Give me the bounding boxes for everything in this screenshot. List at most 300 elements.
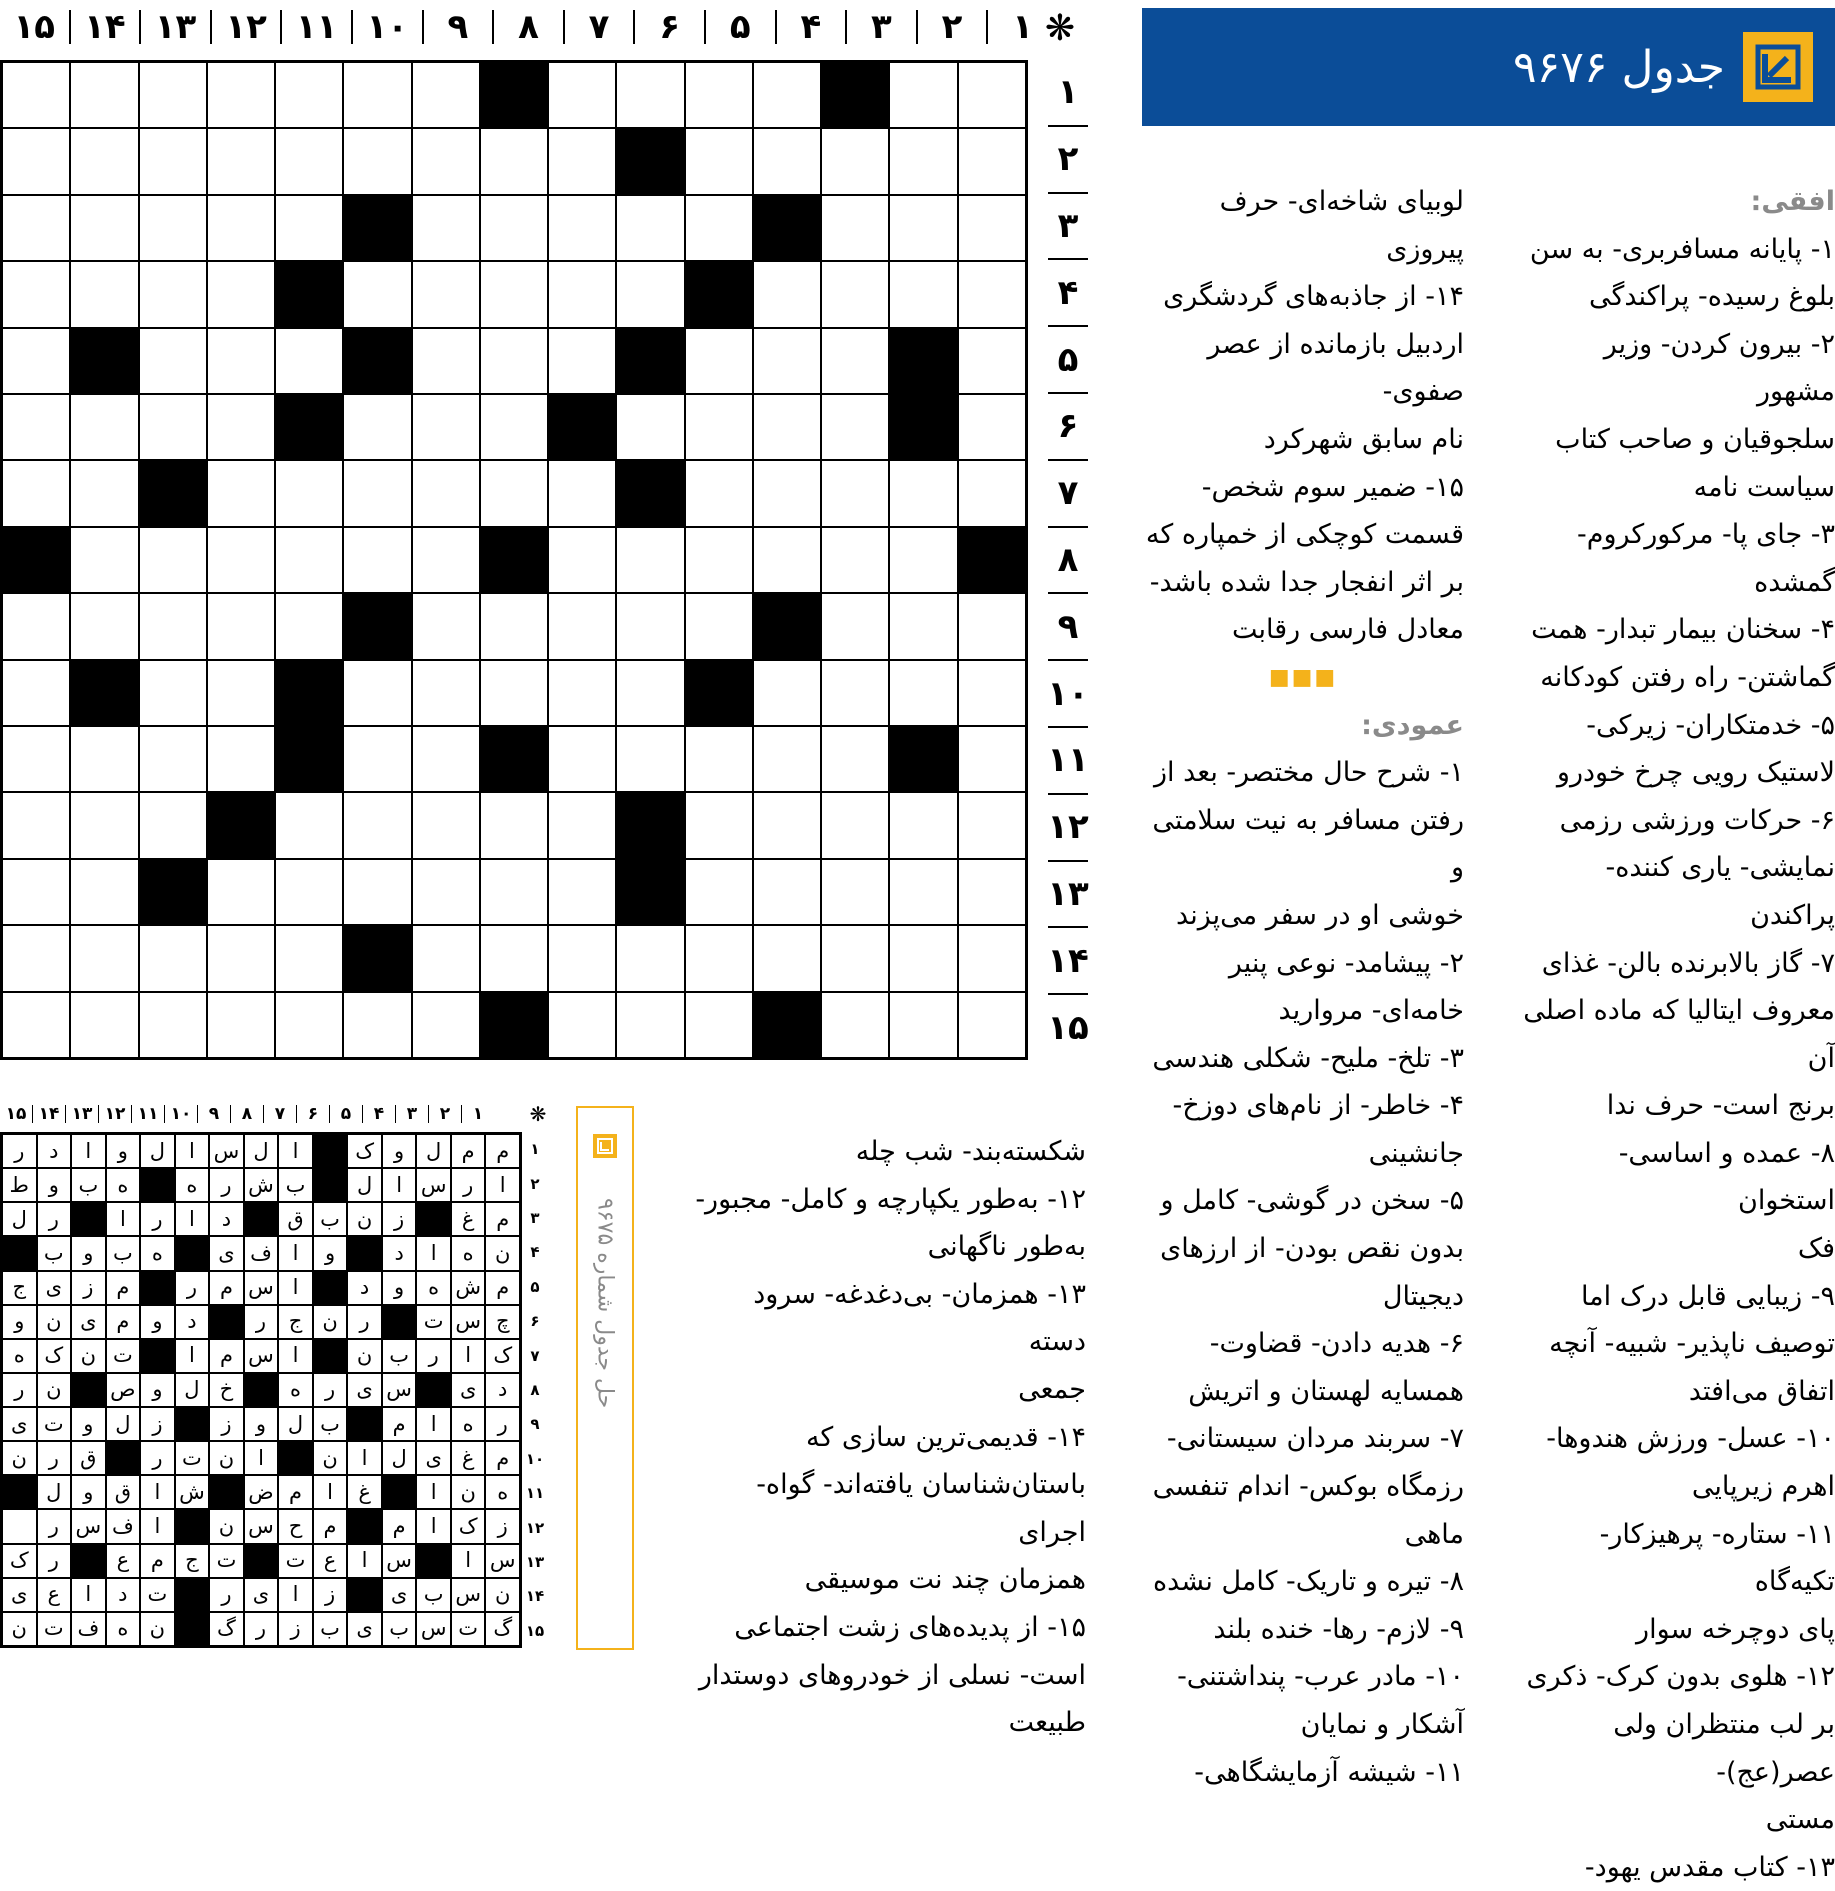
grid-cell <box>958 261 1026 327</box>
solution-cell: ر <box>37 1441 72 1475</box>
row-number: ۶ <box>1048 394 1088 461</box>
solution-cell: ز <box>485 1509 520 1543</box>
grid-cell <box>275 859 343 925</box>
clue-line: بدون نقص بودن- از ارزهای <box>1160 1233 1464 1265</box>
grid-cell <box>548 460 616 526</box>
solution-row-number: ۹ <box>530 1415 540 1434</box>
grid-cell <box>548 128 616 194</box>
grid-cell <box>958 62 1026 128</box>
grid-cell <box>753 128 821 194</box>
solution-cell: ل <box>416 1134 451 1168</box>
solution-cell: ط <box>2 1168 37 1202</box>
solution-cell: ش <box>244 1168 279 1202</box>
grid-cell <box>616 62 684 128</box>
grid-cell <box>412 62 480 128</box>
solution-cell: غ <box>451 1202 486 1236</box>
solution-cell: ع <box>313 1544 348 1578</box>
solution-cell: ع <box>37 1578 72 1612</box>
solution-column-number: ۷ <box>263 1105 296 1123</box>
grid-cell <box>412 527 480 593</box>
grid-cell <box>821 527 889 593</box>
solution-cell: ب <box>382 1339 417 1373</box>
grid-cell <box>207 261 275 327</box>
solution-row-number: ۱۲ <box>525 1518 545 1537</box>
solution-cell: ی <box>347 1612 382 1646</box>
solution-black-cell <box>347 1236 382 1270</box>
column-number: ۵ <box>704 10 775 44</box>
solution-black-cell <box>382 1305 417 1339</box>
column-number: ۳ <box>845 10 916 44</box>
solution-cell: ن <box>37 1305 72 1339</box>
clue-line: نمایشی- یاری کننده- <box>1605 852 1835 884</box>
grid-cell <box>821 792 889 858</box>
across-clue-lines <box>1520 226 1835 1891</box>
solution-cell: ا <box>140 1509 175 1543</box>
solution-cell: د <box>347 1271 382 1305</box>
clue-line: به‌طور ناگهانی <box>927 1231 1086 1263</box>
solution-cell: ه <box>106 1612 141 1646</box>
clue-line: ۱۴- قدیمی‌ترین سازی که <box>805 1421 1086 1453</box>
column-number: ۱۰ <box>351 10 422 44</box>
crossword-grid <box>0 60 1028 1060</box>
row-number: ۱ <box>1048 60 1088 127</box>
solution-cell: ی <box>451 1373 486 1407</box>
grid-cell <box>480 859 548 925</box>
solution-cell: م <box>106 1305 141 1339</box>
solution-cell: ب <box>106 1236 141 1270</box>
solution-cell: ن <box>485 1236 520 1270</box>
solution-cell: ت <box>209 1544 244 1578</box>
clue-line: ۲- بیرون کردن- وزیر مشهور <box>1603 328 1835 408</box>
grid-cell <box>958 992 1026 1058</box>
solution-cell: ل <box>347 1168 382 1202</box>
solution-column-number: ۶ <box>296 1105 329 1123</box>
solution-cell: ک <box>37 1339 72 1373</box>
solution-cell: ل <box>37 1475 72 1509</box>
clue-line: آشکار و نمایان <box>1300 1709 1464 1740</box>
solution-cell: و <box>37 1168 72 1202</box>
grid-cell <box>139 992 207 1058</box>
solution-black-cell <box>244 1373 279 1407</box>
solution-cell: ا <box>416 1236 451 1270</box>
solution-cell: ت <box>37 1407 72 1441</box>
clue-line: همزمان چند نت موسیقی <box>804 1564 1086 1596</box>
grid-cell <box>548 859 616 925</box>
solution-cell: ز <box>209 1407 244 1441</box>
black-cell <box>685 660 753 726</box>
solution-cell: و <box>382 1271 417 1305</box>
grid-cell <box>480 925 548 991</box>
black-cell <box>616 128 684 194</box>
solution-row-number: ۱۱ <box>525 1484 545 1503</box>
solution-cell: ه <box>278 1373 313 1407</box>
grid-cell <box>412 726 480 792</box>
grid-cell <box>753 62 821 128</box>
clue-line: ۱۱- ستاره- پرهیزکار- تکیه‌گاه <box>1599 1518 1835 1598</box>
clue-line: جمعی <box>1018 1373 1086 1405</box>
solution-cell: م <box>485 1202 520 1236</box>
solution-cell: ک <box>485 1339 520 1373</box>
solution-cell: ر <box>347 1305 382 1339</box>
row-number: ۷ <box>1048 461 1088 528</box>
black-cell <box>616 792 684 858</box>
grid-cell <box>753 660 821 726</box>
page-title: جدول ۹۶۷۶ <box>1512 41 1725 93</box>
solution-cell: ی <box>2 1578 37 1612</box>
grid-cell <box>139 925 207 991</box>
solution-cell: ر <box>37 1509 72 1543</box>
solution-cell: غ <box>451 1441 486 1475</box>
clue-line: ۶- حرکات ورزشی رزمی <box>1559 804 1835 836</box>
grid-cell <box>207 128 275 194</box>
solution-cell: چ <box>485 1305 520 1339</box>
grid-cell <box>207 925 275 991</box>
row-numbers <box>1046 60 1090 1060</box>
grid-cell <box>548 261 616 327</box>
grid-cell <box>889 660 957 726</box>
black-cell <box>616 859 684 925</box>
solution-cell: ل <box>278 1407 313 1441</box>
grid-cell <box>616 593 684 659</box>
grid-cell <box>616 660 684 726</box>
solution-label-box <box>576 1106 634 1650</box>
solution-column-number: ۱۰ <box>164 1105 197 1123</box>
solution-cell: و <box>140 1305 175 1339</box>
solution-cell: س <box>244 1339 279 1373</box>
separator: ■■■ <box>1268 664 1338 690</box>
solution-cell: ت <box>278 1544 313 1578</box>
solution-cell: ف <box>244 1236 279 1270</box>
solution-row-number: ۲ <box>530 1174 540 1193</box>
solution-cell: ا <box>71 1134 106 1168</box>
solution-cell: ا <box>175 1202 210 1236</box>
solution-cell: ه <box>175 1168 210 1202</box>
clue-line: شکسته‌بند- شب چله <box>855 1136 1086 1167</box>
grid-cell <box>207 527 275 593</box>
row-number: ۴ <box>1048 260 1088 327</box>
clue-line: بر اثر انفجار جدا شده باشد- <box>1149 566 1464 598</box>
black-cell <box>139 859 207 925</box>
solution-cell: س <box>244 1271 279 1305</box>
clue-line: همسایه لهستان و اتریش <box>1188 1375 1464 1407</box>
solution-row-number: ۴ <box>530 1243 540 1262</box>
solution-cell: س <box>451 1578 486 1612</box>
clue-line: ۳- جای پا- مرکورکروم- <box>1577 519 1835 551</box>
solution-cell: ر <box>209 1168 244 1202</box>
grid-cell <box>480 195 548 261</box>
solution-column-number: ۱۵ <box>5 1104 27 1124</box>
clue-line: جانشینی <box>1368 1137 1464 1169</box>
solution-cell: ک <box>451 1509 486 1543</box>
solution-cell: ب <box>278 1168 313 1202</box>
solution-cell: ج <box>278 1305 313 1339</box>
solution-cell: ر <box>140 1441 175 1475</box>
grid-cell <box>70 593 138 659</box>
clue-line: ۱۰- عسل- ورزش هندوها- <box>1546 1423 1835 1455</box>
solution-cell: ن <box>313 1305 348 1339</box>
solution-row-number: ۱۴ <box>525 1587 545 1606</box>
solution-cell: ل <box>2 1202 37 1236</box>
grid-cell <box>412 261 480 327</box>
column-number: ۸ <box>492 10 563 44</box>
grid-cell <box>139 128 207 194</box>
solution-black-cell <box>313 1134 348 1168</box>
black-cell <box>616 460 684 526</box>
solution-cell: ی <box>209 1236 244 1270</box>
grid-cell <box>207 460 275 526</box>
solution-cell: ل <box>382 1441 417 1475</box>
grid-cell <box>616 925 684 991</box>
grid-cell <box>343 128 411 194</box>
solution-row-numbers <box>524 1132 546 1648</box>
star-icon: ❋ <box>1044 8 1076 49</box>
clue-line: ۳- تلخ- ملیح- شکلی هندسی <box>1152 1042 1464 1074</box>
solution-row-number: ۱ <box>530 1140 540 1159</box>
solution-cell: خ <box>209 1373 244 1407</box>
black-cell <box>70 328 138 394</box>
solution-cell: ر <box>175 1271 210 1305</box>
grid-cell <box>207 660 275 726</box>
solution-cell: ا <box>416 1407 451 1441</box>
grid-cell <box>958 128 1026 194</box>
grid-cell <box>70 62 138 128</box>
grid-cell <box>753 527 821 593</box>
solution-cell: ن <box>209 1441 244 1475</box>
solution-column-number: ۸ <box>230 1105 263 1123</box>
solution-cell: ک <box>2 1544 37 1578</box>
solution-black-cell <box>209 1475 244 1509</box>
solution-cell: غ <box>347 1475 382 1509</box>
clue-line: ۵- خدمتکاران- زیرکی- <box>1586 709 1835 741</box>
puzzle-header <box>1142 8 1835 126</box>
grid-cell <box>958 593 1026 659</box>
solution-row-number: ۶ <box>530 1312 540 1331</box>
grid-cell <box>616 195 684 261</box>
grid-cell <box>412 925 480 991</box>
solution-black-cell <box>71 1544 106 1578</box>
black-cell <box>753 593 821 659</box>
grid-cell <box>958 925 1026 991</box>
black-cell <box>70 660 138 726</box>
grid-cell <box>685 925 753 991</box>
solution-column-number: ۱۲ <box>98 1105 131 1123</box>
grid-cell <box>753 925 821 991</box>
solution-cell: ت <box>416 1305 451 1339</box>
grid-cell <box>207 992 275 1058</box>
solution-black-cell <box>313 1271 348 1305</box>
grid-cell <box>480 328 548 394</box>
solution-black-cell <box>2 1236 37 1270</box>
grid-cell <box>548 195 616 261</box>
grid-cell <box>343 394 411 460</box>
solution-cell: ن <box>71 1339 106 1373</box>
solution-cell: ت <box>175 1441 210 1475</box>
clue-line: ۱۲- هلوی بدون کرک- ذکری <box>1526 1661 1835 1693</box>
clue-line: سیاست نامه <box>1693 471 1835 503</box>
column-numbers <box>0 0 1090 54</box>
solution-cell: ت <box>140 1578 175 1612</box>
solution-cell: م <box>485 1441 520 1475</box>
solution-cell: س <box>382 1544 417 1578</box>
grid-cell <box>2 925 70 991</box>
solution-cell: ن <box>485 1578 520 1612</box>
solution-cell: ا <box>382 1168 417 1202</box>
solution-cell: ص <box>106 1373 141 1407</box>
solution-column-number: ۵ <box>329 1105 362 1123</box>
solution-cell: م <box>485 1134 520 1168</box>
solution-row-number: ۷ <box>530 1346 540 1365</box>
solution-cell: ز <box>71 1271 106 1305</box>
solution-row-number: ۵ <box>530 1277 540 1296</box>
solution-cell: ت <box>106 1339 141 1373</box>
black-cell <box>275 261 343 327</box>
column-number: ۲ <box>916 10 987 44</box>
grid-cell <box>412 660 480 726</box>
solution-cell: ن <box>451 1475 486 1509</box>
grid-cell <box>275 593 343 659</box>
grid-cell <box>139 261 207 327</box>
grid-cell <box>412 195 480 261</box>
clues-column-down-continued <box>690 1128 1086 1747</box>
solution-cell: ا <box>278 1134 313 1168</box>
grid-cell <box>139 593 207 659</box>
solution-grid <box>0 1132 522 1648</box>
solution-cell: م <box>451 1134 486 1168</box>
solution-row-number: ۱۳ <box>525 1553 545 1572</box>
grid-cell <box>958 328 1026 394</box>
column-number: ۷ <box>563 10 634 44</box>
solution-black-cell <box>416 1202 451 1236</box>
grid-cell <box>958 660 1026 726</box>
solution-cell: ه <box>416 1271 451 1305</box>
solution-cell: و <box>71 1475 106 1509</box>
solution-black-cell <box>382 1475 417 1509</box>
solution-cell: س <box>209 1134 244 1168</box>
grid-cell <box>70 792 138 858</box>
clue-line: ۱۳- همزمان- بی‌دغدغه- سرود دسته <box>753 1278 1086 1358</box>
grid-cell <box>548 527 616 593</box>
clue-line: فک <box>1797 1233 1835 1265</box>
solution-cell: ا <box>347 1441 382 1475</box>
grid-cell <box>889 62 957 128</box>
solution-column-number: ۱۳ <box>65 1105 98 1123</box>
column-number: ۱۳ <box>139 10 210 44</box>
solution-cell: ا <box>313 1475 348 1509</box>
black-cell <box>275 394 343 460</box>
grid-cell <box>70 128 138 194</box>
grid-cell <box>685 128 753 194</box>
grid-cell <box>207 394 275 460</box>
black-cell <box>343 195 411 261</box>
grid-cell <box>889 527 957 593</box>
black-cell <box>548 394 616 460</box>
grid-cell <box>548 660 616 726</box>
solution-cell: ع <box>106 1544 141 1578</box>
grid-cell <box>889 128 957 194</box>
solution-cell: و <box>2 1305 37 1339</box>
black-cell <box>275 726 343 792</box>
grid-cell <box>70 195 138 261</box>
grid-cell <box>2 859 70 925</box>
solution-cell: ر <box>2 1134 37 1168</box>
black-cell <box>889 394 957 460</box>
solution-cell: ق <box>71 1441 106 1475</box>
solution-cell: ا <box>278 1271 313 1305</box>
grid-cell <box>548 62 616 128</box>
solution-cell: م <box>278 1475 313 1509</box>
solution-row-number: ۱۰ <box>525 1449 545 1468</box>
solution-cell: ح <box>278 1509 313 1543</box>
grid-cell <box>207 328 275 394</box>
grid-cell <box>139 660 207 726</box>
grid-cell <box>139 394 207 460</box>
solution-cell: ه <box>485 1475 520 1509</box>
grid-cell <box>685 527 753 593</box>
grid-cell <box>958 726 1026 792</box>
clue-line: پراکندن <box>1750 899 1835 931</box>
grid-cell <box>821 925 889 991</box>
solution-black-cell <box>175 1578 210 1612</box>
solution-cell: ی <box>416 1441 451 1475</box>
grid-cell <box>753 859 821 925</box>
solution-cell: ن <box>2 1441 37 1475</box>
clue-line: رزمگاه بوکس- اندام تنفسی <box>1152 1471 1464 1503</box>
solution-cell: ه <box>2 1339 37 1373</box>
grid-cell <box>548 593 616 659</box>
row-number: ۲ <box>1048 127 1088 194</box>
grid-cell <box>685 394 753 460</box>
row-number: ۱۴ <box>1048 928 1088 995</box>
solution-cell: ش <box>451 1271 486 1305</box>
grid-cell <box>275 128 343 194</box>
clue-line: اتفاق می‌افتد <box>1688 1375 1835 1407</box>
clues-column-across <box>1520 178 1835 1891</box>
solution-cell: ر <box>37 1544 72 1578</box>
solution-cell: س <box>416 1168 451 1202</box>
solution-cell: د <box>209 1202 244 1236</box>
column-number: ۱۲ <box>210 10 281 44</box>
clue-line: ۹- زیبایی قابل درک اما <box>1580 1280 1835 1312</box>
clue-line: لاستیک رویی چرخ خودرو <box>1556 757 1835 789</box>
clue-line: ۴- خاطر- از نام‌های دوزخ- <box>1172 1090 1464 1122</box>
solution-title: حل جدول شماره ۹۶۷۵ <box>592 1198 618 1409</box>
solution-cell: ک <box>347 1134 382 1168</box>
solution-cell: و <box>106 1134 141 1168</box>
solution-black-cell <box>71 1202 106 1236</box>
solution-cell: م <box>209 1271 244 1305</box>
clue-line: گمشده <box>1754 566 1835 598</box>
grid-cell <box>753 328 821 394</box>
grid-cell <box>412 992 480 1058</box>
solution-cell: ا <box>451 1544 486 1578</box>
clue-line: مستی <box>1765 1804 1835 1836</box>
grid-cell <box>343 660 411 726</box>
solution-cell: س <box>485 1544 520 1578</box>
grid-cell <box>889 992 957 1058</box>
solution-cell: د <box>37 1134 72 1168</box>
solution-black-cell <box>244 1202 279 1236</box>
solution-black-cell <box>347 1509 382 1543</box>
solution-black-cell <box>313 1339 348 1373</box>
solution-black-cell <box>209 1305 244 1339</box>
row-number: ۳ <box>1048 194 1088 261</box>
grid-cell <box>70 261 138 327</box>
solution-cell: گ <box>485 1612 520 1646</box>
solution-column-number: ۱۱ <box>131 1105 164 1123</box>
grid-cell <box>616 394 684 460</box>
solution-black-cell <box>71 1373 106 1407</box>
black-cell <box>753 195 821 261</box>
